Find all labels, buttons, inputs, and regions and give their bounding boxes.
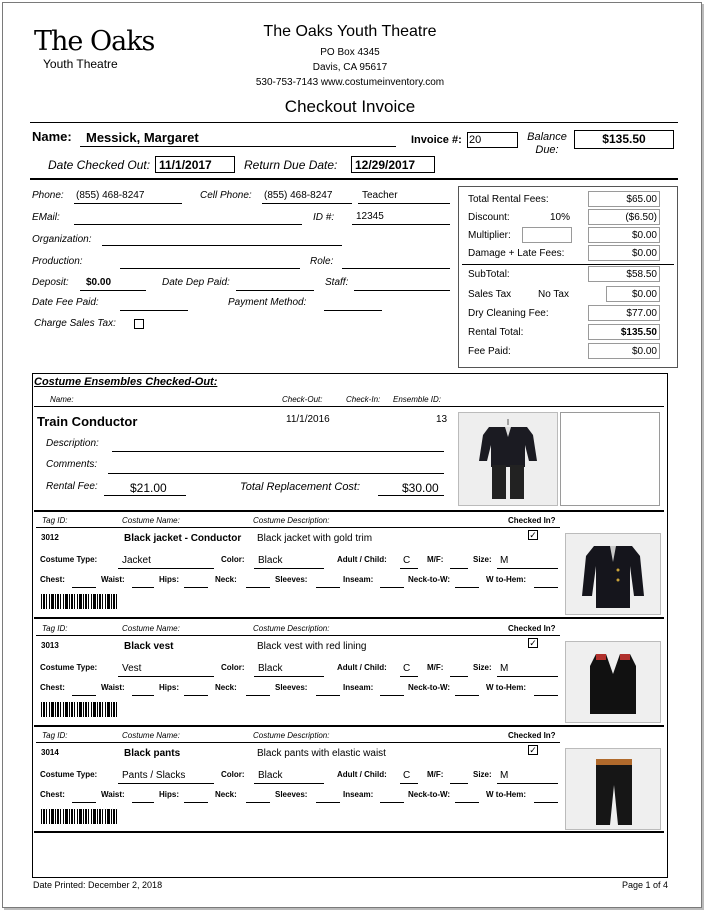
col-checkout: Check-Out: [282, 395, 323, 404]
checked-in-checkbox[interactable]: ✓ [529, 745, 537, 755]
checked-in-checkbox[interactable]: ✓ [529, 638, 537, 648]
col-ensemble-id: Ensemble ID: [393, 395, 442, 404]
checked-in-label: Checked In? [508, 516, 556, 525]
comments-label: Comments: [46, 459, 98, 470]
return-value: 12/29/2017 [355, 158, 416, 172]
item-type: Vest [122, 663, 142, 674]
cell-value: (855) 468-8247 [264, 190, 333, 201]
neck-label: Neck: [215, 683, 237, 692]
checked-in-label: Checked In? [508, 624, 556, 633]
name-label: Name: [32, 129, 72, 144]
role-label: Role: [310, 256, 334, 267]
doc-title: Checkout Invoice [284, 97, 416, 116]
payment-label: Payment Method: [228, 297, 307, 308]
id-label: ID #: [313, 212, 335, 223]
mf-label: M/F: [427, 555, 444, 564]
item-name: Black pants [124, 748, 181, 759]
damage-value: $0.00 [631, 248, 657, 259]
deposit-value: $0.00 [86, 277, 112, 288]
costume-photo [565, 748, 661, 830]
item-adult-child: C [403, 555, 411, 566]
costume-name-label: Costume Name: [122, 516, 180, 525]
adult-child-label: Adult / Child: [337, 555, 387, 564]
discount-value: ($6.50) [625, 212, 657, 223]
ensemble-id: 13 [436, 414, 448, 425]
sales-tax-value: $0.00 [631, 289, 657, 300]
invoice-label: Invoice #: [411, 134, 462, 146]
item-adult-child: C [403, 663, 411, 674]
adult-child-label: Adult / Child: [337, 663, 387, 672]
hips-label: Hips: [159, 575, 179, 584]
tag-id-label: Tag ID: [42, 516, 68, 525]
id-value: 12345 [356, 211, 384, 222]
waist-label: Waist: [101, 790, 125, 799]
email-label: EMail: [32, 212, 60, 223]
mf-label: M/F: [427, 663, 444, 672]
charge-tax-checkbox[interactable] [134, 319, 144, 329]
org-name: The Oaks Youth Theatre [263, 23, 437, 40]
adult-child-label: Adult / Child: [337, 770, 387, 779]
contact-line: 530-753-7143 www.costumeinventory.com [255, 77, 445, 88]
fee-paid-label: Fee Paid: [468, 346, 511, 357]
item-description: Black vest with red lining [257, 641, 367, 652]
customer-divider [30, 178, 678, 180]
item-description: Black pants with elastic waist [257, 748, 386, 759]
multiplier-label: Multiplier: [468, 230, 511, 241]
costume-type-label: Costume Type: [40, 663, 98, 672]
total-rental-value: $65.00 [626, 194, 657, 205]
inseam-label: Inseam: [343, 790, 374, 799]
ensemble-photo [458, 412, 558, 506]
neck-label: Neck: [215, 790, 237, 799]
date-dep-label: Date Dep Paid: [162, 277, 230, 288]
date-out-value: 11/1/2017 [159, 158, 212, 172]
neck-w-label: Neck-to-W: [408, 790, 451, 799]
chest-label: Chest: [40, 575, 65, 584]
color-label: Color: [221, 555, 245, 564]
costume-desc-label: Costume Description: [253, 624, 330, 633]
phone-label: Phone: [32, 190, 64, 201]
item-color: Black [258, 555, 283, 566]
subtotal-value: $58.50 [626, 269, 657, 280]
tag-id-label: Tag ID: [42, 731, 68, 740]
waist-label: Waist: [101, 575, 125, 584]
col-name: Name: [50, 395, 74, 404]
sleeves-label: Sleeves: [275, 790, 308, 799]
deposit-label: Deposit: [32, 277, 69, 288]
fee-paid-value: $0.00 [631, 346, 657, 357]
costume-desc-label: Costume Description: [253, 731, 330, 740]
hips-label: Hips: [159, 683, 179, 692]
balance-value: $135.50 [602, 132, 646, 146]
ensemble-name: Train Conductor [37, 414, 138, 429]
dry-cleaning-label: Dry Cleaning Fee: [468, 308, 549, 319]
page-number: Page 1 of 4 [622, 880, 669, 890]
staff-label: Staff: [325, 277, 349, 288]
conductor-costume-image [459, 413, 557, 505]
cell-label: Cell Phone: [200, 190, 252, 201]
item-tag-id: 3014 [41, 748, 59, 757]
dry-cleaning-value: $77.00 [626, 308, 657, 319]
barcode [41, 702, 119, 717]
checked-in-checkbox[interactable]: ✓ [529, 530, 537, 540]
hips-label: Hips: [159, 790, 179, 799]
item-size: M [500, 555, 509, 566]
inseam-label: Inseam: [343, 575, 374, 584]
rental-total-value: $135.50 [620, 327, 657, 338]
tag-id-label: Tag ID: [42, 624, 68, 633]
costume-type-label: Costume Type: [40, 770, 98, 779]
costume-type-label: Costume Type: [40, 555, 98, 564]
checked-in-label: Checked In? [508, 731, 556, 740]
costume-name-label: Costume Name: [122, 624, 180, 633]
description-label: Description: [46, 438, 99, 449]
item-name: Black jacket - Conductor [124, 533, 242, 544]
ensemble-checkout: 11/1/2016 [286, 414, 330, 425]
tax-label: Charge Sales Tax: [34, 318, 116, 329]
replacement-label: Total Replacement Cost: [240, 481, 361, 493]
rental-fee-value: $21.00 [130, 481, 167, 495]
logo-subtext: Youth Theatre [43, 57, 118, 71]
neck-w-label: Neck-to-W: [408, 575, 451, 584]
rental-fee-label: Rental Fee: [46, 481, 98, 492]
costume-desc-label: Costume Description: [253, 516, 330, 525]
costume-photo [565, 533, 661, 615]
item-description: Black jacket with gold trim [257, 533, 373, 544]
replacement-value: $30.00 [402, 481, 439, 495]
phone-value: (855) 468-8247 [76, 190, 145, 201]
header-divider [30, 122, 678, 123]
discount-label: Discount: [468, 212, 510, 223]
color-label: Color: [221, 663, 245, 672]
color-label: Color: [221, 770, 245, 779]
item-name: Black vest [124, 641, 174, 652]
sleeves-label: Sleeves: [275, 575, 308, 584]
size-label: Size: [473, 663, 492, 672]
rental-total-label: Rental Total: [468, 327, 524, 338]
item-type: Jacket [122, 555, 151, 566]
item-tag-id: 3012 [41, 533, 59, 542]
item-type: Pants / Slacks [122, 770, 186, 781]
item-adult-child: C [403, 770, 411, 781]
chest-label: Chest: [40, 683, 65, 692]
total-rental-label: Total Rental Fees: [468, 194, 549, 205]
neck-w-label: Neck-to-W: [408, 683, 451, 692]
date-fee-label: Date Fee Paid: [32, 297, 99, 308]
w-hem-label: W to-Hem: [486, 683, 526, 692]
org-label: Organization: [32, 234, 92, 245]
item-size: M [500, 770, 509, 781]
item-tag-id: 3013 [41, 641, 59, 650]
discount-pct: 10% [549, 212, 570, 223]
inseam-label: Inseam: [343, 683, 374, 692]
customer-name: Messick, Margaret [86, 130, 199, 145]
damage-label: Damage + Late Fees: [468, 248, 565, 259]
costume-photo [565, 641, 661, 723]
size-label: Size: [473, 770, 492, 779]
date-out-label: Date Checked Out: [48, 158, 151, 172]
barcode [41, 594, 119, 609]
balance-label: Balance Due: [527, 131, 567, 156]
w-hem-label: W to-Hem: [486, 790, 526, 799]
item-color: Black [258, 770, 283, 781]
size-label: Size: [473, 555, 492, 564]
ensembles-title: Costume Ensembles Checked-Out: [34, 376, 218, 388]
col-checkin: Check-In: [346, 395, 381, 404]
print-date: Date Printed: December 2, 2018 [33, 880, 163, 890]
w-hem-label: W to-Hem: [486, 575, 526, 584]
return-label: Return Due Date: [244, 158, 338, 172]
logo-text: The Oaks [34, 26, 155, 57]
costume-name-label: Costume Name: [122, 731, 180, 740]
sales-tax-label: Sales Tax [468, 289, 512, 300]
item-size: M [500, 663, 509, 674]
address-line-2: Davis, CA 95617 [312, 62, 388, 73]
waist-label: Waist: [101, 683, 125, 692]
chest-label: Chest: [40, 790, 65, 799]
multiplier-value: $0.00 [631, 230, 657, 241]
subtotal-label: SubTotal: [468, 269, 510, 280]
invoice-number: 20 [469, 134, 482, 146]
production-label: Production: [32, 256, 83, 267]
sales-tax-note: No Tax [538, 289, 569, 300]
item-color: Black [258, 663, 283, 674]
address-line-1: PO Box 4345 [320, 47, 380, 58]
barcode [41, 809, 119, 824]
sleeves-label: Sleeves: [275, 683, 308, 692]
ensemble-photo-2 [560, 412, 660, 506]
role-type-value: Teacher [362, 190, 398, 201]
neck-label: Neck: [215, 575, 237, 584]
name-underline [80, 146, 396, 147]
mf-label: M/F: [427, 770, 444, 779]
